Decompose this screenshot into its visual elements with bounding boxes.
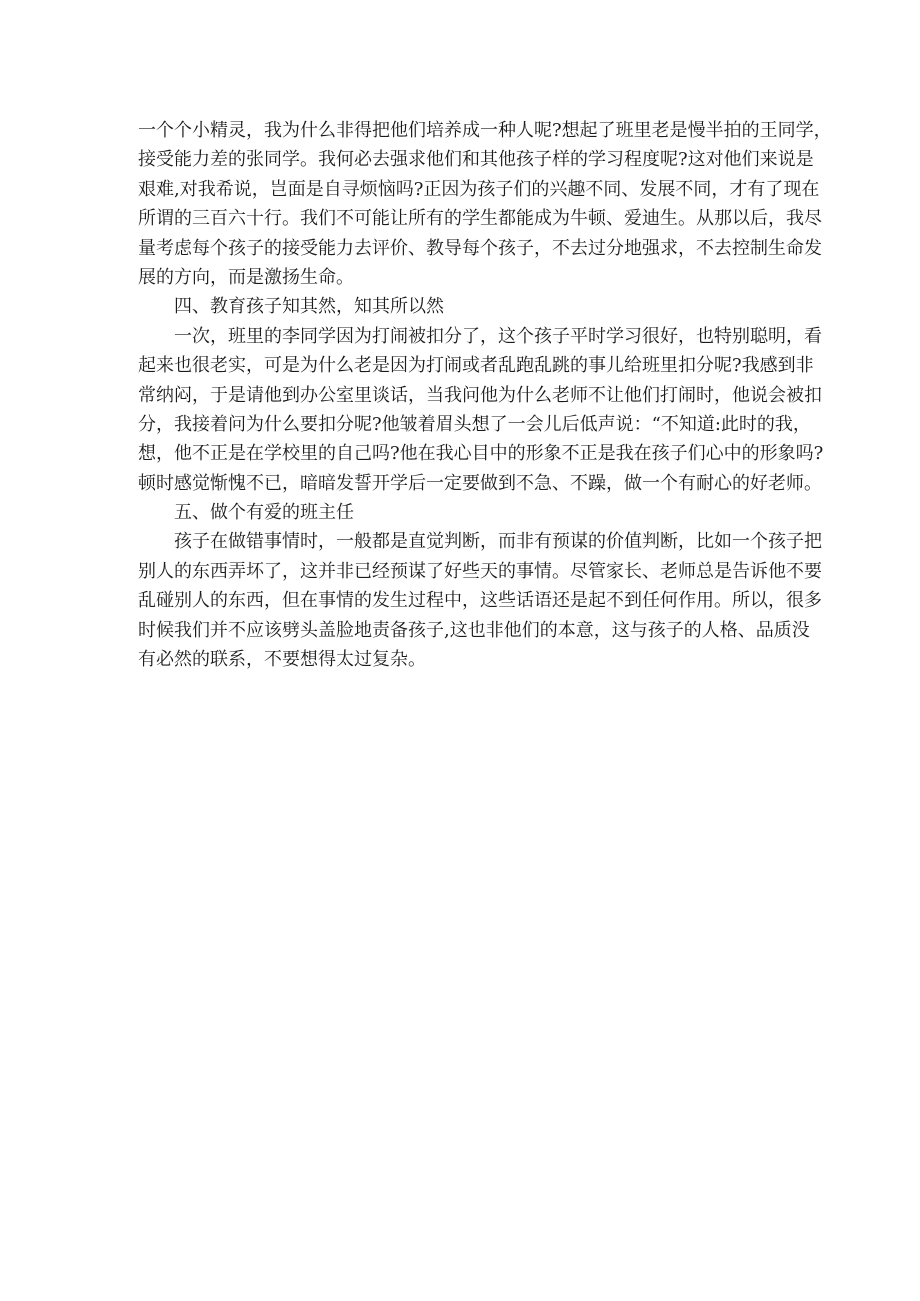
text-line: 所谓的三百六十行。我们不可能让所有的学生都能成为牛顿、爱迪生。从那以后，我尽 bbox=[138, 208, 822, 230]
text-line: 别人的东西弄坏了，这并非已经预谋了好些天的事情。尽管家长、老师总是告诉他不要 bbox=[138, 560, 822, 582]
text-line: 量考虑每个孩子的接受能力去评价、教导每个孩子，不去过分地强求，不去控制生命发 bbox=[138, 237, 822, 259]
paragraph-2 bbox=[138, 322, 824, 498]
section-heading-5: 五、做个有爱的班主任 bbox=[174, 502, 354, 524]
text-line: 乱碰别人的东西，但在事情的发生过程中，这些话语还是起不到任何作用。所以，很多 bbox=[138, 590, 822, 612]
text-line: 顿时感觉惭愧不已，暗暗发誓开学后一定要做到不急、不躁，做一个有耐心的好老师。 bbox=[138, 472, 822, 494]
text-line: 有必然的联系，不要想得太过复杂。 bbox=[138, 649, 426, 671]
text-line: 常纳闷，于是请他到办公室里谈话，当我问他为什么老师不让他们打闹时，他说会被扣 bbox=[138, 384, 822, 406]
text-line: 想，他不正是在学校里的自己吗?他在我心目中的形象不正是我在孩子们心中的形象吗? bbox=[138, 443, 824, 465]
text-line: 展的方向，而是激扬生命。 bbox=[138, 266, 354, 288]
text-line: 一次，班里的李同学因为打闹被扣分了，这个孩子平时学习很好，也特别聪明，看 bbox=[174, 325, 822, 347]
text-line: 孩子在做错事情时，一般都是直觉判断，而非有预谋的价值判断，比如一个孩子把 bbox=[174, 531, 822, 553]
text-line: 起来也很老实，可是为什么老是因为打闹或者乱跑乱跳的事儿给班里扣分呢?我感到非 bbox=[138, 355, 814, 377]
section-heading-4: 四、教育孩子知其然，知其所以然 bbox=[174, 296, 444, 318]
text-line: 接受能力差的张同学。我何必去强求他们和其他孩子样的学习程度呢?这对他们来说是 bbox=[138, 149, 814, 171]
text-line: 一个个小精灵，我为什么非得把他们培养成一种人呢?想起了班里老是慢半拍的王同学， bbox=[138, 120, 832, 141]
document-body bbox=[138, 116, 832, 674]
text-line: 分，我接着问为什么要扣分呢?他皱着眉头想了一会儿后低声说：“不知道:此时的我， bbox=[138, 413, 811, 435]
paragraph-3 bbox=[138, 527, 822, 674]
paragraph-1 bbox=[138, 116, 832, 292]
text-line: 时候我们并不应该劈头盖脸地责备孩子,这也非他们的本意，这与孩子的人格、品质没 bbox=[138, 619, 810, 641]
text-line: 艰难,对我希说，岂面是自寻烦恼吗?正因为孩子们的兴趣不同、发展不同，才有了现在 bbox=[138, 178, 820, 200]
